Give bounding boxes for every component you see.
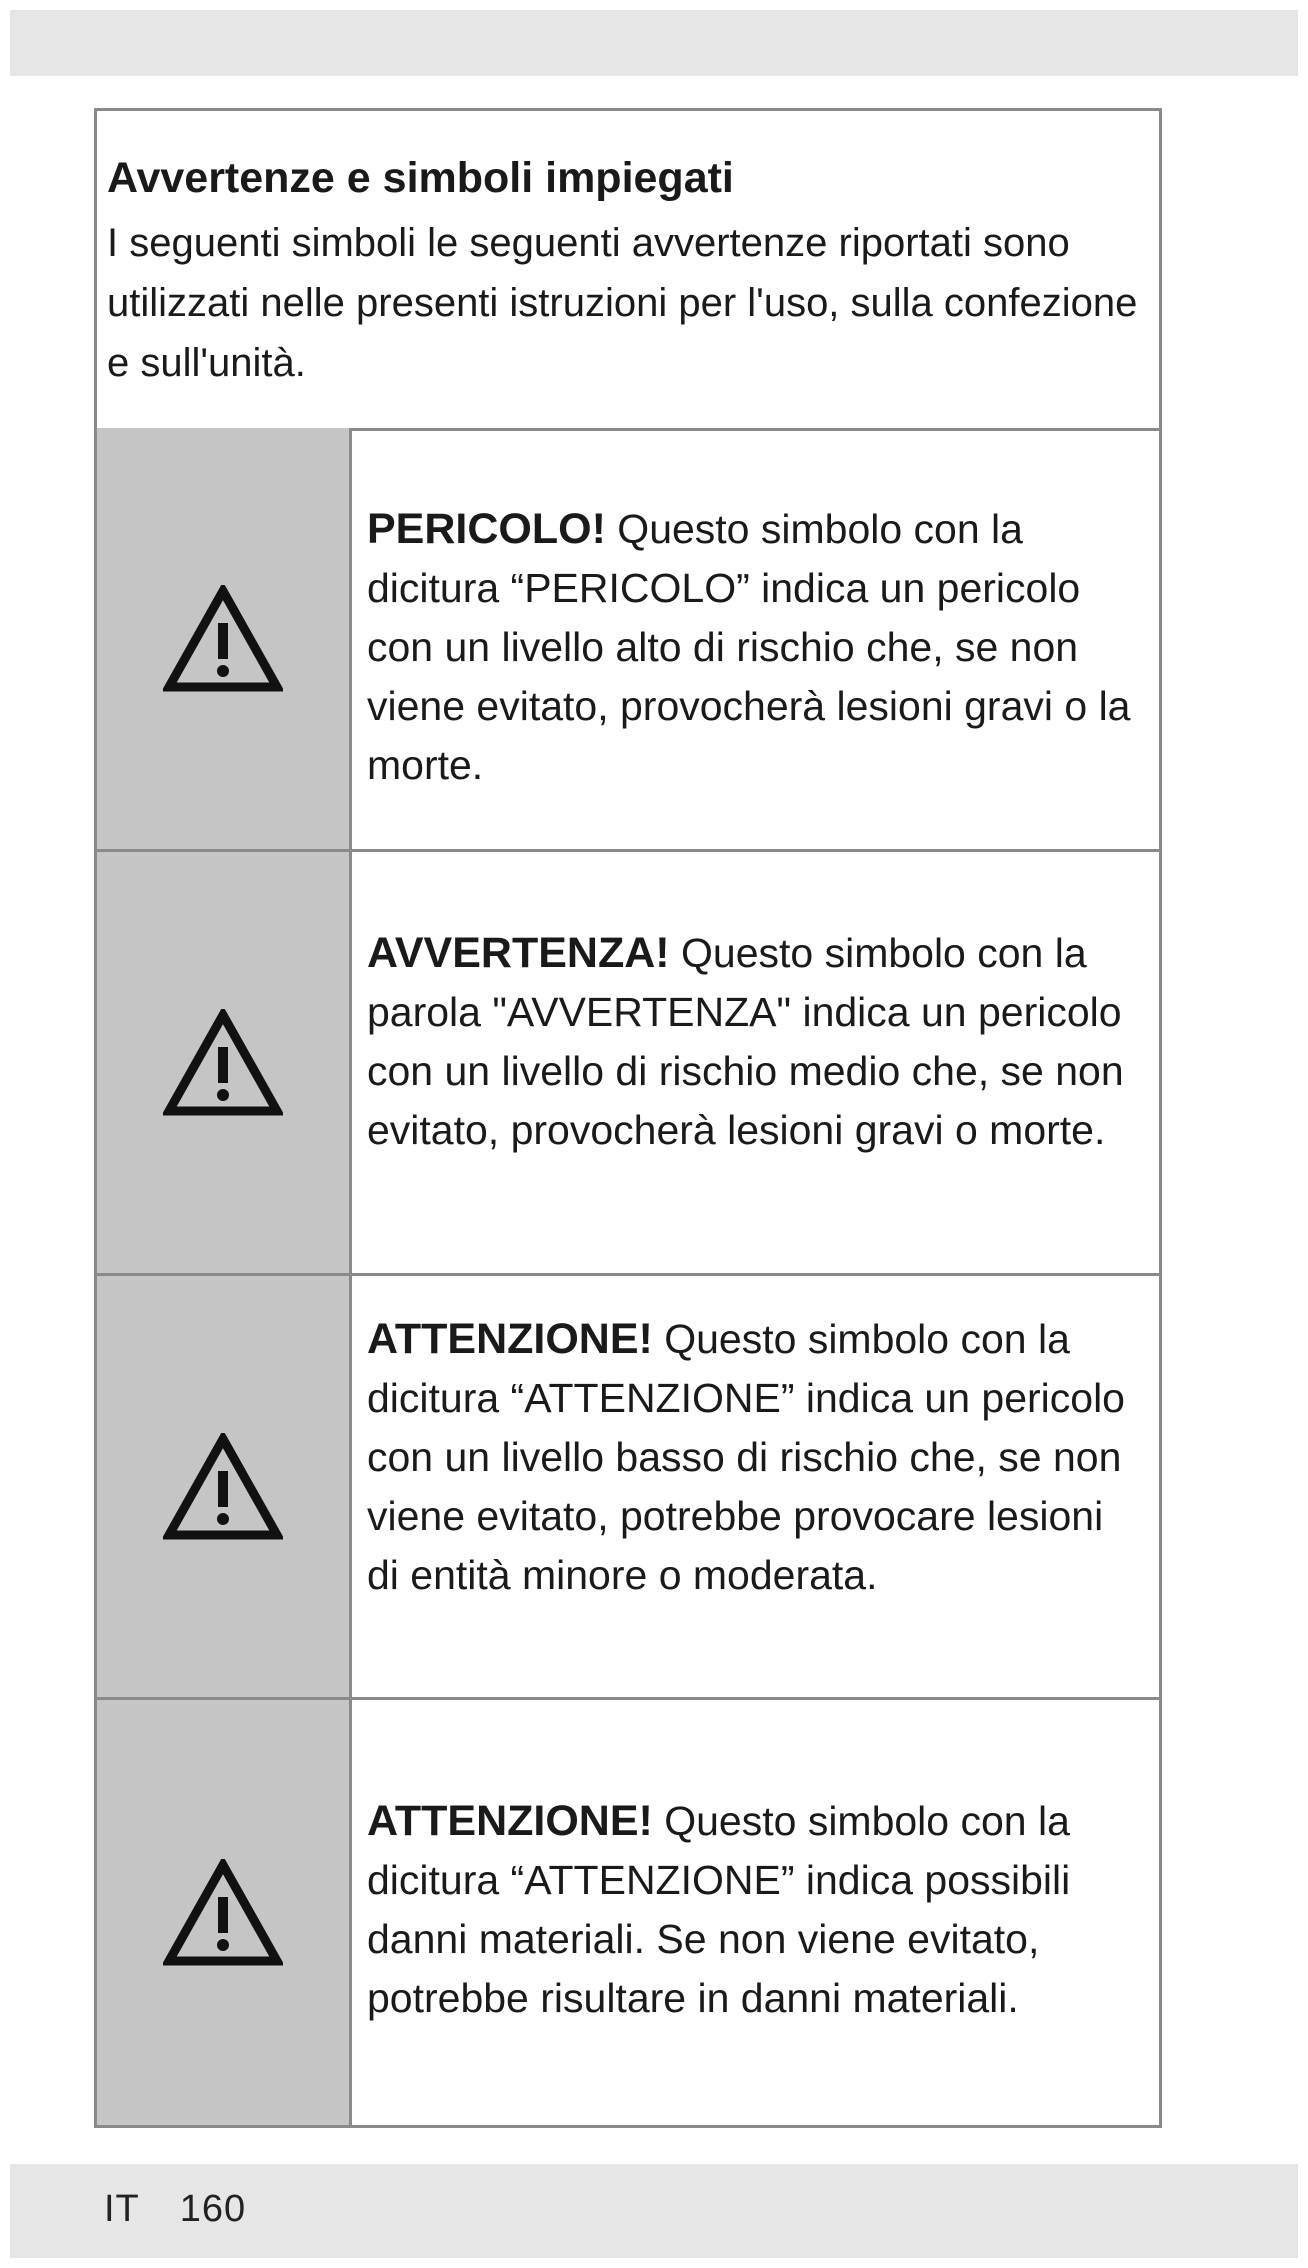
- warning-row-warning: [97, 852, 1159, 1276]
- warning-triangle-icon: [163, 1433, 283, 1541]
- warning-triangle-icon: [163, 585, 283, 693]
- icon-cell: [97, 428, 352, 849]
- signal-word: PERICOLO!: [367, 505, 606, 553]
- warning-row-notice: [97, 1700, 1159, 2125]
- warning-triangle-icon: [163, 1009, 283, 1117]
- signal-word: ATTENZIONE!: [367, 1797, 653, 1845]
- intro-section: [97, 111, 1159, 431]
- warning-row-caution: [97, 1276, 1159, 1700]
- warning-row-danger: [97, 428, 1159, 852]
- header-band: [10, 10, 1298, 76]
- language-code: IT: [104, 2188, 140, 2230]
- warning-description: [367, 1792, 1139, 2028]
- warning-text: Questo simbolo con la dicitura “ATTENZIONE” indica possibili danni materiali. Se non viene evitato, potrebbe risultare in danni materiali.: [367, 1798, 1071, 2021]
- warning-triangle-icon: [163, 1859, 283, 1967]
- warning-text: Questo simbolo con la dicitura “ATTENZIONE” indica un pericolo con un livello basso di rischio che, se non viene evitato, potrebbe provocare lesioni di entità minore o moderata.: [367, 1316, 1125, 1598]
- section-title: Avvertenze e simboli impiegati: [107, 154, 734, 202]
- warning-description: [367, 1310, 1139, 1605]
- warning-text: Questo simbolo con la parola "AVVERTENZA" indica un pericolo con un livello di rischio medio che, se non evitato, provocherà lesioni gravi o morte.: [367, 930, 1124, 1153]
- warning-description: [367, 924, 1139, 1160]
- icon-cell: [97, 1700, 352, 2125]
- intro-paragraph: I seguenti simboli le seguenti avvertenze riportati sono utilizzati nelle presenti istruzioni per l'uso, sulla confezione e sull'unità.: [107, 221, 1138, 385]
- icon-cell: [97, 852, 352, 1273]
- signal-word: AVVERTENZA!: [367, 929, 670, 977]
- page-number: 160: [179, 2188, 247, 2230]
- icon-cell: [97, 1276, 352, 1697]
- page-footer: [104, 2188, 246, 2231]
- warning-description: [367, 500, 1139, 795]
- warnings-table: [94, 108, 1162, 2128]
- warning-text: Questo simbolo con la dicitura “PERICOLO” indica un pericolo con un livello alto di rischio che, se non viene evitato, provocherà lesioni gravi o la morte.: [367, 506, 1131, 788]
- signal-word: ATTENZIONE!: [367, 1315, 653, 1363]
